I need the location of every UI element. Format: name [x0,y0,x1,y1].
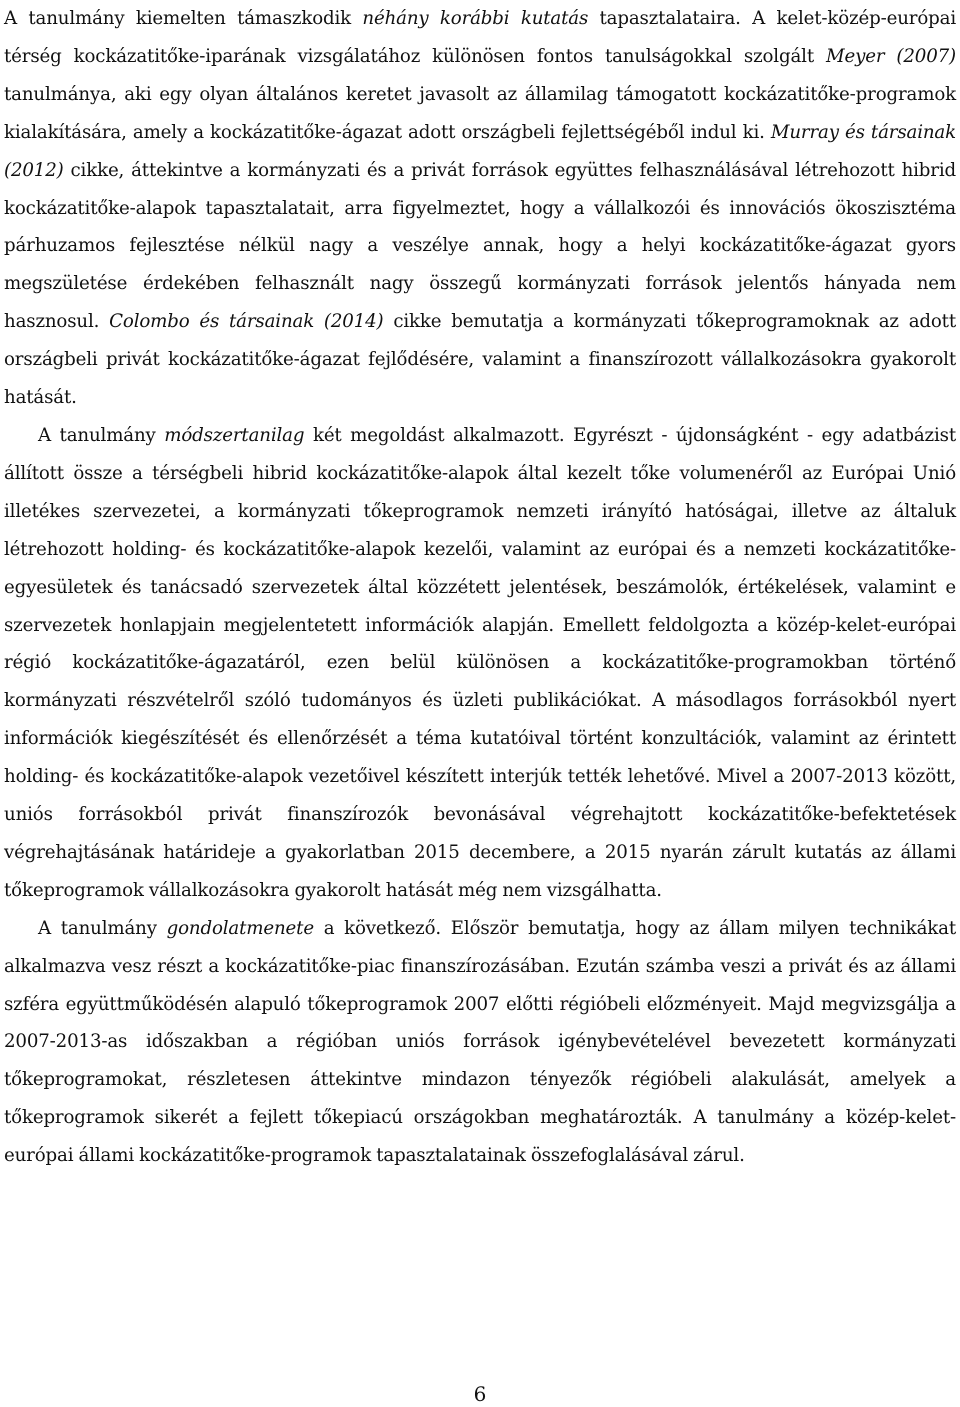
paragraph-1 [4,0,956,417]
text-segment: cikke bemutatja a kormányzati tőkeprogramoknak az adott országbeli privát kockázatitőke-ágazat fejlődésére, valamint a finanszírozott vállalkozásokra gyakorolt hatását. [4,311,956,409]
italic-text-segment: néhány korábbi kutatás [362,8,589,29]
italic-text-segment: Colombo és társainak (2014) [109,311,384,333]
text-segment: tapasztalataira. A kelet-közép-európai térség kockázatitőke-iparának vizsgálatához különösen fontos tanulságokkal szolgált [4,8,956,67]
text-segment: tanulmánya, aki egy olyan általános keretet javasolt az államilag támogatott kockázatitőke-programok kialakítására, amely a kockázatitőke-ágazat adott országbeli fejlettségéből indul ki. [4,83,956,143]
text-segment: cikke, áttekintve a kormányzati és a privát források együttes felhasználásával létrehozott hibrid kockázatitőke-alapok tapasztalatait, arra figyelmeztet, hogy a vállalkozói és innovációs ökoszisztéma párhuzamos fejlesztése nélkül nagy a veszélye annak, hogy a helyi kockázatitőke-ágazat gyors megszületése érdekében felhasznált nagy összegű kormányzati források jelentős hányada nem hasznosul. [4,159,956,333]
italic-text-segment: Murray és társainak (2012) [4,121,956,181]
text-segment: A tanulmány [38,917,167,939]
italic-text-segment: gondolatmenete [166,917,314,939]
paragraph-2 [4,417,956,910]
text-segment: A tanulmány [38,424,165,446]
text-segment: A tanulmány kiemelten támaszkodik [4,8,363,29]
text-segment: két megoldást alkalmazott. Egyrészt - újdonságként - egy adatbázist állított össze a térségbeli hibrid kockázatitőke-alapok által kezelt tőke volumenéről az Európai Unió illetékes szervezetei, a kormányzati tőkeprogramok nemzeti irányító hatóságai, illetve az általuk létrehozott holding- és kockázatitőke-alapok kezelői, valamint az európai és a nemzeti kockázatitőke-egyesületek és tanácsadó szervezetek által közzétett jelentések, beszámolók, értékelések, valamint e szervezetek honlapjain megjelentetett információk alapján. Emellett feldolgozta a közép-kelet-európai régió kockázatitőke-ágazatáról, ezen belül különösen a kockázatitőke-programokban történő kormányzati részvételről szóló tudományos és üzleti publikációkat. A másodlagos forrásokból nyert információk kiegészítését és ellenőrzését a téma kutatóival történt konzultációk, valamint az érintett holding- és kockázatitőke-alapok vezetőivel készített interjúk tették lehetővé. Mivel a 2007-2013 között, uniós forrásokból privát finanszírozók bevonásával végrehajtott kockázatitőke-befektetések végrehajtásának határideje a gyakorlatban 2015 decembere, a 2015 nyarán zárult kutatás az állami tőkeprogramok vállalkozásokra gyakorolt hatását még nem vizsgálhatta. [4,424,956,901]
italic-text-segment: módszertanilag [164,424,305,446]
page-number: 6 [473,1382,487,1406]
italic-text-segment: Meyer (2007) [826,45,956,67]
text-segment: a következő. Először bemutatja, hogy az állam milyen technikákat alkalmazva vesz részt a kockázatitőke-piac finanszírozásában. Ezután számba veszi a privát és az állami szféra együttműködésén alapuló tőkeprogramok 2007 előtti régióbeli előzményeit. Majd megvizsgálja a 2007-2013-as időszakban a régióban uniós források igénybevételével bevezetett kormányzati tőkeprogramokat, részletesen áttekintve mindazon tényezők régióbeli alakulását, amelyek a tőkeprogramok sikerét a fejlett tőkepiacú országokban meghatározták. A tanulmány a közép-kelet-európai állami kockázatitőke-programok tapasztalatainak összefoglalásával zárul. [4,917,956,1167]
paragraph-3 [4,910,956,1175]
document-page [4,0,956,1175]
